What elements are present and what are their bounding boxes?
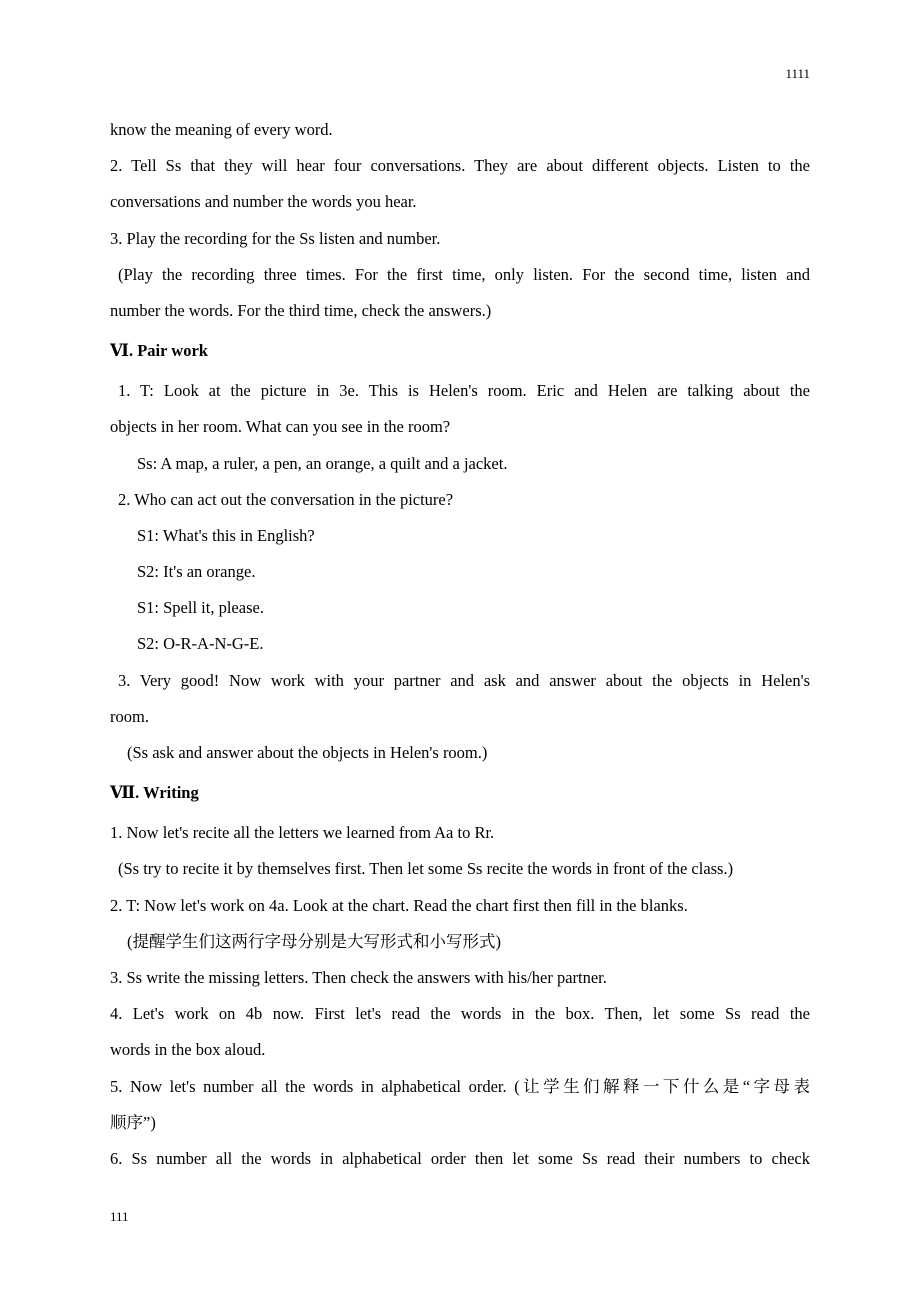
text-line: 5. Now let's number all the words in alphabetical order. (让学生们解释一下什么是“字母表 <box>110 1076 810 1096</box>
text-line: (Ss try to recite it by themselves first. Then let some Ss recite the words in front of the class.) <box>118 859 734 879</box>
text-line: 2. Who can act out the conversation in the picture? <box>118 489 454 509</box>
text-line: S1: Spell it, please. <box>137 598 264 618</box>
page-footer-number: 111 <box>110 1209 129 1224</box>
text-line: (Ss ask and answer about the objects in Helen's room.) <box>127 743 488 762</box>
text-line: 2. T: Now let's work on 4a. Look at the chart. Read the chart first then fill in the blanks. <box>110 895 688 915</box>
text-line: (提醒学生们这两行字母分别是大写形式和小写形式) <box>127 931 501 951</box>
text-line: objects in her room. What can you see in the room? <box>110 417 451 437</box>
text-line: 6. Ss number all the words in alphabetical order then let some Ss read their numbers to check <box>110 1148 810 1168</box>
text-line: number the words. For the third time, check the answers.) <box>110 300 492 320</box>
text-line: 1. Now let's recite all the letters we learned from Aa to Rr. <box>110 823 495 843</box>
text-line: S2: O-R-A-N-G-E. <box>137 634 264 654</box>
text-line: S1: What's this in English? <box>137 525 315 545</box>
section-heading-pair-work: Ⅵ. Pair work <box>110 341 208 361</box>
text-line: 顺序”) <box>110 1112 156 1132</box>
page-header-number: 1111 <box>785 66 810 81</box>
text-line: 3. Very good! Now work with your partner and ask and answer about the objects in Helen's <box>118 670 810 690</box>
text-line: room. <box>110 706 149 726</box>
text-line: words in the box aloud. <box>110 1040 266 1060</box>
text-line: 2. Tell Ss that they will hear four conversations. They are about different objects. Listen to the <box>110 156 810 176</box>
text-line: conversations and number the words you hear. <box>110 192 417 212</box>
text-line: (Play the recording three times. For the first time, only listen. For the second time, listen and <box>118 264 810 284</box>
text-line: S2: It's an orange. <box>137 562 256 582</box>
text-line: 3. Play the recording for the Ss listen and number. <box>110 228 441 248</box>
document-body <box>110 112 810 1177</box>
section-heading-writing: Ⅶ. Writing <box>110 783 199 803</box>
text-line: know the meaning of every word. <box>110 120 333 139</box>
text-line: Ss: A map, a ruler, a pen, an orange, a quilt and a jacket. <box>137 453 508 473</box>
text-line: 3. Ss write the missing letters. Then check the answers with his/her partner. <box>110 967 607 987</box>
text-line: 4. Let's work on 4b now. First let's read the words in the box. Then, let some Ss read the <box>110 1004 810 1024</box>
text-line: 1. T: Look at the picture in 3e. This is Helen's room. Eric and Helen are talking about the <box>118 381 810 401</box>
